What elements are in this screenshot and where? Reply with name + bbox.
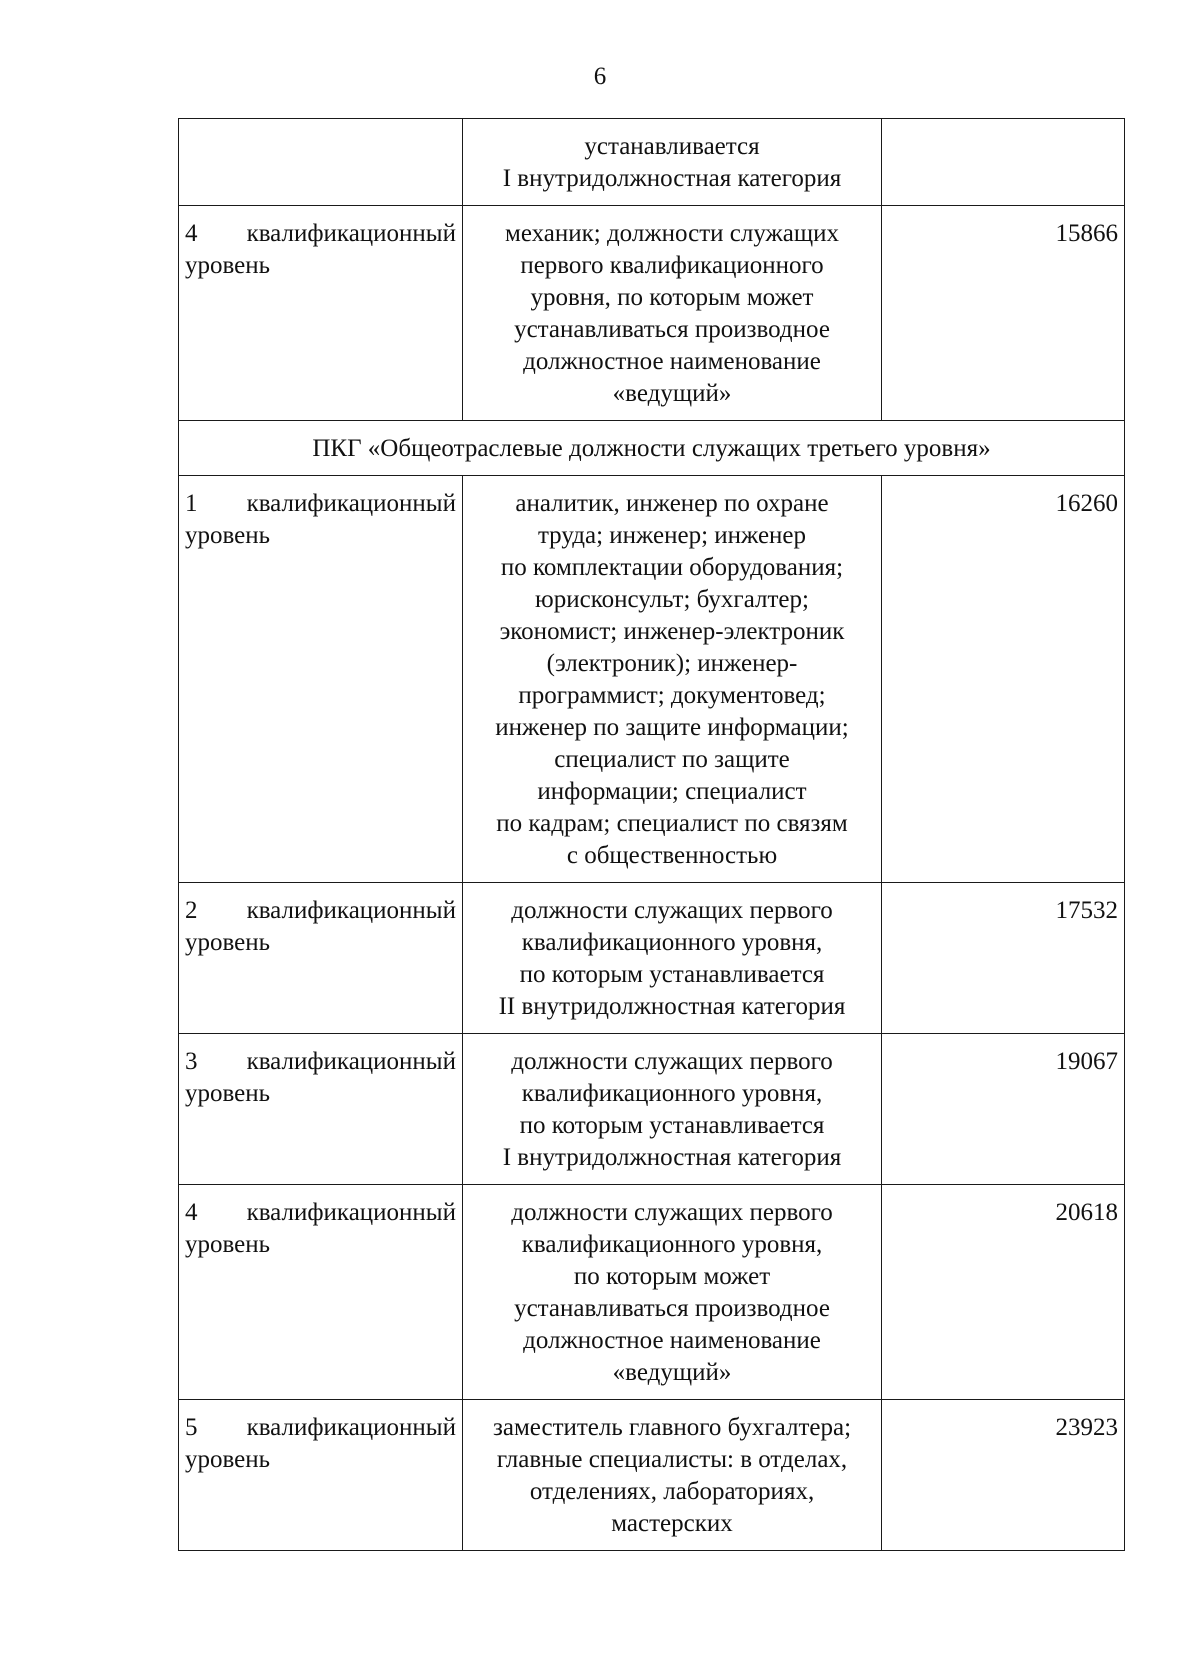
position-text-line: (электроник); инженер- xyxy=(546,650,798,677)
position-text-line: «ведущий» xyxy=(612,1359,732,1386)
position-text-line: аналитик, инженер по охране xyxy=(515,490,829,517)
table-row xyxy=(179,119,1125,206)
position-text-line: главные специалисты: в отделах, xyxy=(496,1446,848,1473)
salary-cell: 17532 xyxy=(882,883,1125,1034)
qualification-level-label: 2 квалификационный xyxy=(185,897,456,924)
position-text-line: «ведущий» xyxy=(612,380,732,407)
position-text-line: первого квалификационного xyxy=(520,252,824,279)
qualification-level-cell xyxy=(179,883,463,1034)
position-text-line: должности служащих первого xyxy=(511,897,833,924)
qualification-level-word: уровень xyxy=(185,522,271,549)
salary-cell: 20618 xyxy=(882,1185,1125,1400)
position-text-line: устанавливается xyxy=(584,133,760,160)
positions-cell xyxy=(463,883,882,1034)
position-text-line: программист; документовед; xyxy=(518,682,826,709)
position-text-line: с общественностью xyxy=(566,842,778,869)
position-text-line: по которым устанавливается xyxy=(519,961,825,988)
qualification-level-cell xyxy=(179,1034,463,1185)
table-row xyxy=(179,883,1125,1034)
position-text-line: заместитель главного бухгалтера; xyxy=(492,1414,852,1441)
professional-group-heading: ПКГ «Общеотраслевые должности служащих третьего уровня» xyxy=(179,421,1125,476)
position-text-line: должностное наименование xyxy=(523,348,821,375)
salary-cell: 16260 xyxy=(882,476,1125,883)
position-text-line: по которым может xyxy=(573,1263,771,1290)
qualification-level-label: 4 квалификационный xyxy=(185,220,456,247)
salary-table xyxy=(178,118,1125,1551)
qualification-level-word: уровень xyxy=(185,252,271,279)
position-text-line: квалификационного уровня, xyxy=(521,1231,823,1258)
position-text-line: квалификационного уровня, xyxy=(521,1080,823,1107)
qualification-level-word: уровень xyxy=(185,1080,271,1107)
salary-cell xyxy=(882,119,1125,206)
position-text-line: по которым устанавливается xyxy=(519,1112,825,1139)
table-row xyxy=(179,1400,1125,1551)
position-text-line: по кадрам; специалист по связям xyxy=(496,810,848,837)
qualification-level-cell xyxy=(179,206,463,421)
position-text-line: юрисконсульт; бухгалтер; xyxy=(535,586,809,613)
position-text-line: экономист; инженер-электроник xyxy=(499,618,845,645)
position-text-line: по комплектации оборудования; xyxy=(500,554,844,581)
positions-cell xyxy=(463,206,882,421)
positions-cell xyxy=(463,1400,882,1551)
position-text-line: механик; должности служащих xyxy=(505,220,839,247)
page-number: 6 xyxy=(593,63,607,90)
qualification-level-cell xyxy=(179,476,463,883)
qualification-level-word: уровень xyxy=(185,929,271,956)
table-row xyxy=(179,206,1125,421)
qualification-level-cell xyxy=(179,1185,463,1400)
position-text-line: должности служащих первого xyxy=(511,1048,833,1075)
position-text-line: мастерских xyxy=(611,1510,733,1537)
position-text-line: должности служащих первого xyxy=(511,1199,833,1226)
positions-cell xyxy=(463,1185,882,1400)
table-row xyxy=(179,476,1125,883)
table-row xyxy=(179,1185,1125,1400)
table-row xyxy=(179,1034,1125,1185)
qualification-level-label: 4 квалификационный xyxy=(185,1199,456,1226)
qualification-level-cell xyxy=(179,1400,463,1551)
group-heading-row xyxy=(179,421,1125,476)
positions-cell xyxy=(463,476,882,883)
position-text-line: II внутридолжностная категория xyxy=(498,993,846,1020)
qualification-level-label: 1 квалификационный xyxy=(185,490,456,517)
qualification-level-word: уровень xyxy=(185,1231,271,1258)
position-text-line: уровня, по которым может xyxy=(530,284,814,311)
salary-cell: 23923 xyxy=(882,1400,1125,1551)
position-text-line: квалификационного уровня, xyxy=(521,929,823,956)
positions-cell xyxy=(463,119,882,206)
position-text-line: должностное наименование xyxy=(523,1327,821,1354)
qualification-level-word: уровень xyxy=(185,1446,271,1473)
position-text-line: труда; инженер; инженер xyxy=(537,522,807,549)
salary-cell: 15866 xyxy=(882,206,1125,421)
position-text-line: устанавливаться производное xyxy=(514,316,830,343)
position-text-line: специалист по защите xyxy=(554,746,790,773)
position-text-line: I внутридолжностная категория xyxy=(502,1144,842,1171)
position-text-line: инженер по защите информации; xyxy=(495,714,849,741)
position-text-line: отделениях, лабораториях, xyxy=(529,1478,815,1505)
position-text-line: I внутридолжностная категория xyxy=(502,165,842,192)
positions-cell xyxy=(463,1034,882,1185)
position-text-line: информации; специалист xyxy=(537,778,807,805)
salary-cell: 19067 xyxy=(882,1034,1125,1185)
qualification-level-label: 5 квалификационный xyxy=(185,1414,456,1441)
qualification-level-label: 3 квалификационный xyxy=(185,1048,456,1075)
qualification-level-cell xyxy=(179,119,463,206)
position-text-line: устанавливаться производное xyxy=(514,1295,830,1322)
